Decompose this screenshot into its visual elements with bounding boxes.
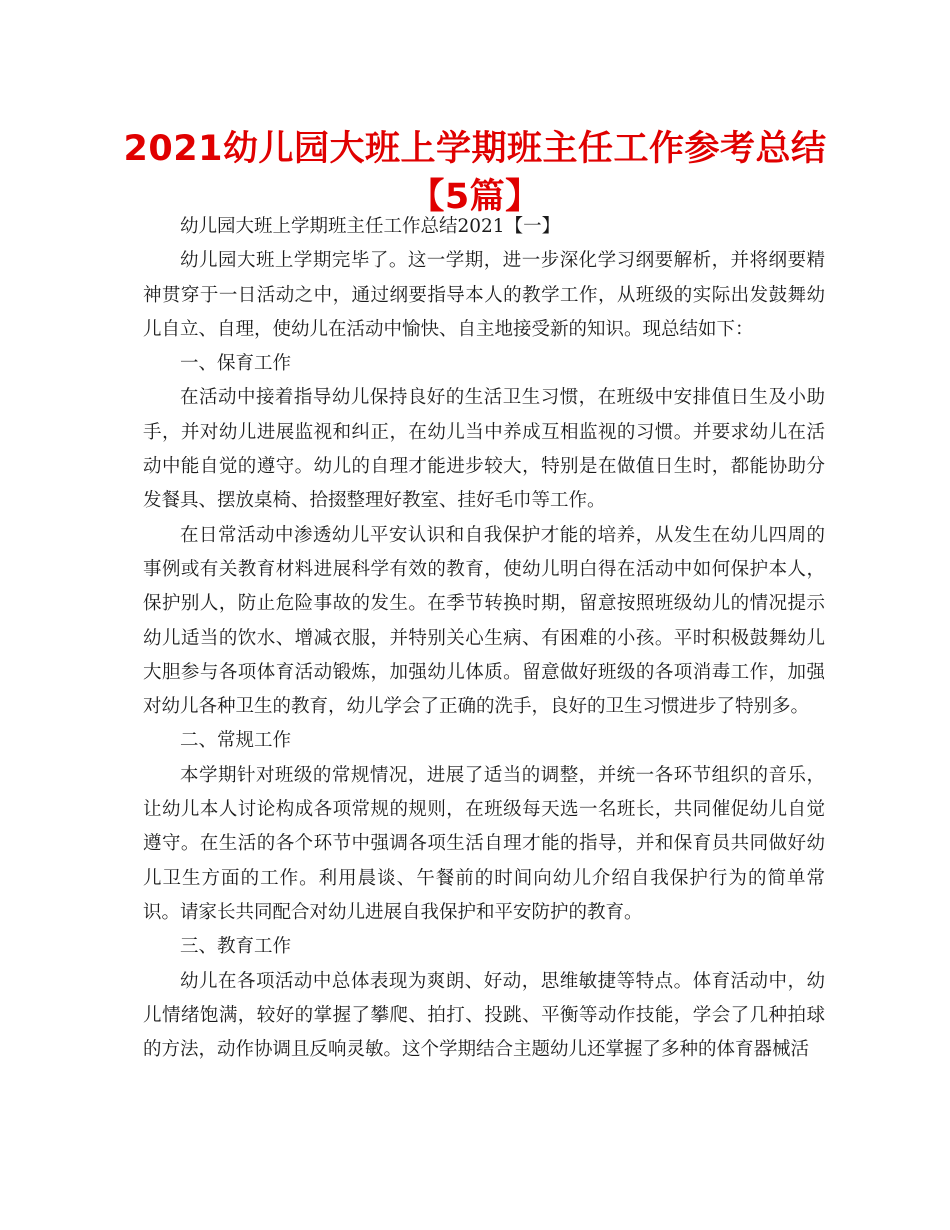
section-heading: 二、常规工作 (180, 730, 292, 752)
section-heading: 三、教育工作 (180, 936, 292, 958)
section-heading: 幼儿园大班上学期班主任工作总结2021【一】 (180, 216, 561, 237)
paragraph: 幼儿园大班上学期完毕了。这一学期，进一步深化学习纲要解析，并将纲要精神贯穿于一日活动之中，通过纲要指导本人的教学工作，从班级的实际出发鼓舞幼儿自立、自理，使幼儿在活动中愉快、自主地接受新的知识。现总结如下： (143, 250, 825, 340)
document-title: 2021幼儿园大班上学期班主任工作参考总结【5篇】 (123, 129, 827, 217)
document-body (143, 210, 825, 1067)
paragraph: 本学期针对班级的常规情况，进展了适当的调整，并统一各环节组织的音乐，让幼儿本人讨论构成各项常规的规则，在班级每天选一名班长，共同催促幼儿自觉遵守。在生活的各个环节中强调各项生活自理才能的指导，并和保育员共同做好幼儿卫生方面的工作。利用晨谈、午餐前的时间向幼儿介绍自我保护行为的简单常识。请家长共同配合对幼儿进展自我保护和平安防护的教育。 (143, 764, 825, 923)
paragraph: 在活动中接着指导幼儿保持良好的生活卫生习惯，在班级中安排值日生及小助手，并对幼儿进展监视和纠正，在幼儿当中养成互相监视的习惯。并要求幼儿在活动中能自觉的遵守。幼儿的自理才能进步较大，特别是在做值日生时，都能协助分发餐具、摆放桌椅、拾掇整理好教室、挂好毛巾等工作。 (143, 387, 825, 512)
paragraph: 在日常活动中渗透幼儿平安认识和自我保护才能的培养，从发生在幼儿四周的事例或有关教育材料进展科学有效的教育，使幼儿明白得在活动中如何保护本人，保护别人，防止危险事故的发生。在季节转换时期，留意按照班级幼儿的情况提示幼儿适当的饮水、增减衣服，并特别关心生病、有困难的小孩。平时积极鼓舞幼儿大胆参与各项体育活动锻炼，加强幼儿体质。留意做好班级的各项消毒工作，加强对幼儿各种卫生的教育，幼儿学会了正确的洗手，良好的卫生习惯进步了特别多。 (143, 524, 825, 718)
section-heading: 一、保育工作 (180, 353, 292, 375)
paragraph: 幼儿在各项活动中总体表现为爽朗、好动，思维敏捷等特点。体育活动中，幼儿情绪饱满，较好的掌握了攀爬、拍打、投跳、平衡等动作技能，学会了几种拍球的方法，动作协调且反响灵敏。这个学期结合主题幼儿还掌握了多种的体育器械活 (143, 970, 825, 1061)
